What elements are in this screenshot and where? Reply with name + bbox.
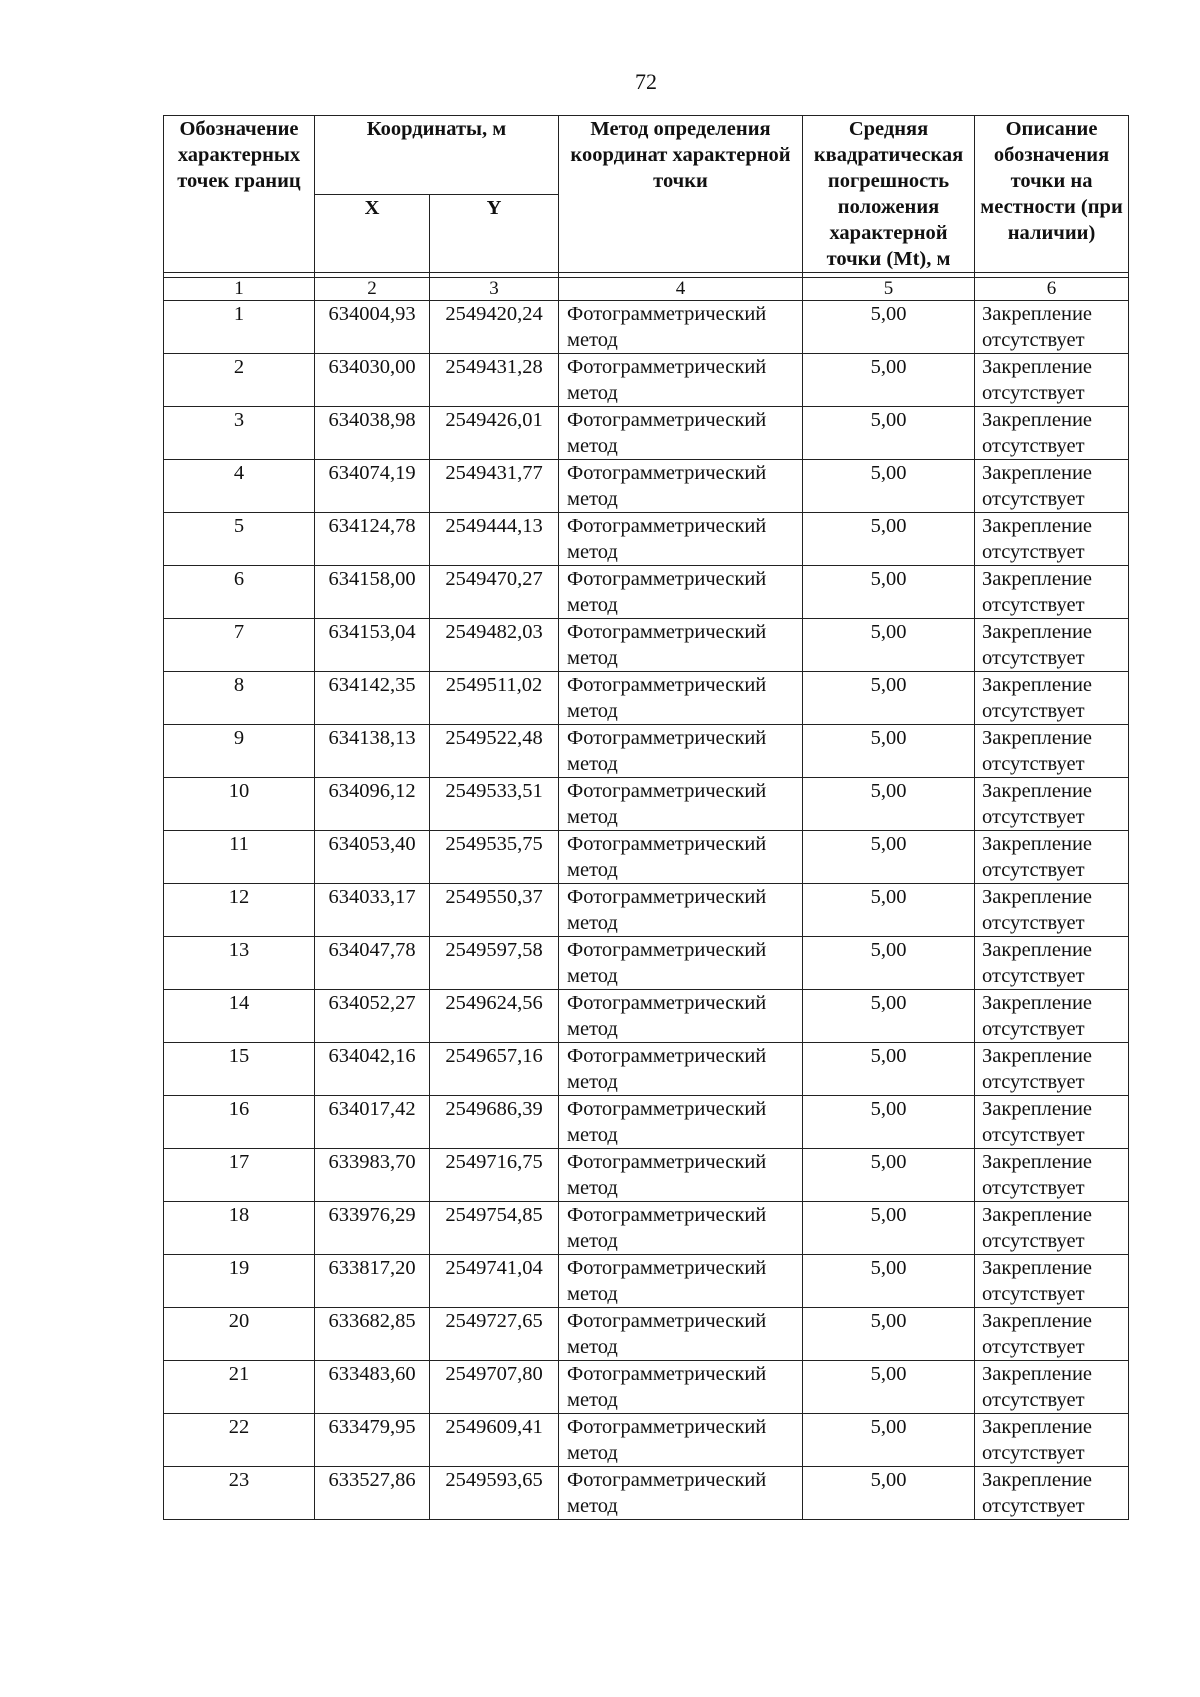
description-cell: Закрепление отсутствует bbox=[975, 513, 1129, 566]
point-number: 7 bbox=[164, 619, 315, 672]
mean-error-cell: 5,00 bbox=[803, 831, 975, 884]
method-cell: Фотограмметрический метод bbox=[559, 1361, 803, 1414]
point-number: 1 bbox=[164, 301, 315, 354]
description-cell: Закрепление отсутствует bbox=[975, 1043, 1129, 1096]
description-cell: Закрепление отсутствует bbox=[975, 778, 1129, 831]
header-y: Y bbox=[430, 194, 559, 273]
method-cell: Фотограмметрический метод bbox=[559, 778, 803, 831]
point-number: 13 bbox=[164, 937, 315, 990]
method-cell: Фотограмметрический метод bbox=[559, 566, 803, 619]
description-cell: Закрепление отсутствует bbox=[975, 1414, 1129, 1467]
point-number: 20 bbox=[164, 1308, 315, 1361]
coordinate-y: 2549533,51 bbox=[430, 778, 559, 831]
mean-error-cell: 5,00 bbox=[803, 1043, 975, 1096]
point-number: 16 bbox=[164, 1096, 315, 1149]
table-row bbox=[164, 884, 1129, 937]
description-cell: Закрепление отсутствует bbox=[975, 619, 1129, 672]
coordinate-x: 633483,60 bbox=[315, 1361, 430, 1414]
method-cell: Фотограмметрический метод bbox=[559, 1043, 803, 1096]
method-cell: Фотограмметрический метод bbox=[559, 990, 803, 1043]
point-number: 19 bbox=[164, 1255, 315, 1308]
method-cell: Фотограмметрический метод bbox=[559, 831, 803, 884]
table-row bbox=[164, 831, 1129, 884]
coordinate-y: 2549609,41 bbox=[430, 1414, 559, 1467]
coordinate-y: 2549597,58 bbox=[430, 937, 559, 990]
method-cell: Фотограмметрический метод bbox=[559, 937, 803, 990]
coordinate-x: 634004,93 bbox=[315, 301, 430, 354]
mean-error-cell: 5,00 bbox=[803, 1149, 975, 1202]
table-row bbox=[164, 937, 1129, 990]
page-number: 72 bbox=[635, 69, 657, 94]
coordinate-y: 2549550,37 bbox=[430, 884, 559, 937]
coordinate-x: 633983,70 bbox=[315, 1149, 430, 1202]
coordinate-x: 633527,86 bbox=[315, 1467, 430, 1520]
mean-error-cell: 5,00 bbox=[803, 937, 975, 990]
coordinate-x: 633976,29 bbox=[315, 1202, 430, 1255]
column-number: 3 bbox=[430, 278, 559, 301]
table-row bbox=[164, 1255, 1129, 1308]
description-cell: Закрепление отсутствует bbox=[975, 884, 1129, 937]
mean-error-cell: 5,00 bbox=[803, 725, 975, 778]
method-cell: Фотограмметрический метод bbox=[559, 1096, 803, 1149]
column-number: 5 bbox=[803, 278, 975, 301]
coordinate-y: 2549482,03 bbox=[430, 619, 559, 672]
coordinate-x: 634153,04 bbox=[315, 619, 430, 672]
column-number: 2 bbox=[315, 278, 430, 301]
method-cell: Фотограмметрический метод bbox=[559, 1255, 803, 1308]
description-cell: Закрепление отсутствует bbox=[975, 672, 1129, 725]
coordinate-x: 634042,16 bbox=[315, 1043, 430, 1096]
mean-error-cell: 5,00 bbox=[803, 566, 975, 619]
method-cell: Фотограмметрический метод bbox=[559, 1202, 803, 1255]
coordinate-x: 634074,19 bbox=[315, 460, 430, 513]
mean-error-cell: 5,00 bbox=[803, 1255, 975, 1308]
point-number: 22 bbox=[164, 1414, 315, 1467]
coordinate-y: 2549470,27 bbox=[430, 566, 559, 619]
coordinate-x: 634138,13 bbox=[315, 725, 430, 778]
mean-error-cell: 5,00 bbox=[803, 1414, 975, 1467]
description-cell: Закрепление отсутствует bbox=[975, 1255, 1129, 1308]
point-number: 17 bbox=[164, 1149, 315, 1202]
method-cell: Фотограмметрический метод bbox=[559, 407, 803, 460]
table-row bbox=[164, 1043, 1129, 1096]
method-cell: Фотограмметрический метод bbox=[559, 1308, 803, 1361]
header-method: Метод определения координат характерной точки bbox=[559, 116, 803, 273]
point-number: 12 bbox=[164, 884, 315, 937]
table-row bbox=[164, 1149, 1129, 1202]
point-number: 5 bbox=[164, 513, 315, 566]
method-cell: Фотограмметрический метод bbox=[559, 1414, 803, 1467]
description-cell: Закрепление отсутствует bbox=[975, 990, 1129, 1043]
method-cell: Фотограмметрический метод bbox=[559, 301, 803, 354]
coordinate-y: 2549426,01 bbox=[430, 407, 559, 460]
table-row bbox=[164, 778, 1129, 831]
coordinate-y: 2549716,75 bbox=[430, 1149, 559, 1202]
table-row bbox=[164, 1414, 1129, 1467]
coordinate-x: 634030,00 bbox=[315, 354, 430, 407]
coordinate-y: 2549686,39 bbox=[430, 1096, 559, 1149]
table-row bbox=[164, 619, 1129, 672]
point-number: 3 bbox=[164, 407, 315, 460]
method-cell: Фотограмметрический метод bbox=[559, 725, 803, 778]
mean-error-cell: 5,00 bbox=[803, 1308, 975, 1361]
column-number: 6 bbox=[975, 278, 1129, 301]
description-cell: Закрепление отсутствует bbox=[975, 407, 1129, 460]
table-row bbox=[164, 407, 1129, 460]
coordinate-x: 634052,27 bbox=[315, 990, 430, 1043]
mean-error-cell: 5,00 bbox=[803, 1202, 975, 1255]
table-body bbox=[164, 301, 1129, 1520]
mean-error-cell: 5,00 bbox=[803, 778, 975, 831]
table-row bbox=[164, 460, 1129, 513]
mean-error-cell: 5,00 bbox=[803, 301, 975, 354]
coordinate-x: 633682,85 bbox=[315, 1308, 430, 1361]
description-cell: Закрепление отсутствует bbox=[975, 1149, 1129, 1202]
column-number: 4 bbox=[559, 278, 803, 301]
description-cell: Закрепление отсутствует bbox=[975, 1467, 1129, 1520]
table-row bbox=[164, 725, 1129, 778]
coordinate-y: 2549593,65 bbox=[430, 1467, 559, 1520]
coordinate-y: 2549522,48 bbox=[430, 725, 559, 778]
coordinate-x: 634142,35 bbox=[315, 672, 430, 725]
header-x: X bbox=[315, 194, 430, 273]
description-cell: Закрепление отсутствует bbox=[975, 1202, 1129, 1255]
point-number: 14 bbox=[164, 990, 315, 1043]
coordinate-y: 2549535,75 bbox=[430, 831, 559, 884]
coordinate-y: 2549431,77 bbox=[430, 460, 559, 513]
coordinate-x: 634033,17 bbox=[315, 884, 430, 937]
description-cell: Закрепление отсутствует bbox=[975, 354, 1129, 407]
method-cell: Фотограмметрический метод bbox=[559, 672, 803, 725]
point-number: 21 bbox=[164, 1361, 315, 1414]
method-cell: Фотограмметрический метод bbox=[559, 619, 803, 672]
coordinate-x: 634096,12 bbox=[315, 778, 430, 831]
header-coordinates: Координаты, м bbox=[315, 116, 559, 195]
description-cell: Закрепление отсутствует bbox=[975, 301, 1129, 354]
coordinate-x: 634047,78 bbox=[315, 937, 430, 990]
mean-error-cell: 5,00 bbox=[803, 354, 975, 407]
table-row bbox=[164, 1096, 1129, 1149]
coordinate-y: 2549420,24 bbox=[430, 301, 559, 354]
table-row bbox=[164, 1308, 1129, 1361]
header-mean-error: Средняя квадратическая погрешность положения характерной точки (Mt), м bbox=[803, 116, 975, 273]
point-number: 4 bbox=[164, 460, 315, 513]
method-cell: Фотограмметрический метод bbox=[559, 1149, 803, 1202]
table-row bbox=[164, 1202, 1129, 1255]
mean-error-cell: 5,00 bbox=[803, 990, 975, 1043]
method-cell: Фотограмметрический метод bbox=[559, 513, 803, 566]
coordinate-x: 634158,00 bbox=[315, 566, 430, 619]
column-number: 1 bbox=[164, 278, 315, 301]
coordinate-x: 634038,98 bbox=[315, 407, 430, 460]
coordinate-y: 2549444,13 bbox=[430, 513, 559, 566]
mean-error-cell: 5,00 bbox=[803, 1096, 975, 1149]
coordinate-x: 634017,42 bbox=[315, 1096, 430, 1149]
coordinate-y: 2549431,28 bbox=[430, 354, 559, 407]
description-cell: Закрепление отсутствует bbox=[975, 460, 1129, 513]
method-cell: Фотограмметрический метод bbox=[559, 884, 803, 937]
coordinate-y: 2549727,65 bbox=[430, 1308, 559, 1361]
point-number: 6 bbox=[164, 566, 315, 619]
description-cell: Закрепление отсутствует bbox=[975, 937, 1129, 990]
table-row bbox=[164, 1361, 1129, 1414]
method-cell: Фотограмметрический метод bbox=[559, 1467, 803, 1520]
description-cell: Закрепление отсутствует bbox=[975, 1096, 1129, 1149]
table-row bbox=[164, 672, 1129, 725]
mean-error-cell: 5,00 bbox=[803, 407, 975, 460]
point-number: 10 bbox=[164, 778, 315, 831]
coordinate-y: 2549754,85 bbox=[430, 1202, 559, 1255]
mean-error-cell: 5,00 bbox=[803, 1361, 975, 1414]
coordinate-y: 2549707,80 bbox=[430, 1361, 559, 1414]
mean-error-cell: 5,00 bbox=[803, 884, 975, 937]
mean-error-cell: 5,00 bbox=[803, 619, 975, 672]
table-row bbox=[164, 990, 1129, 1043]
mean-error-cell: 5,00 bbox=[803, 1467, 975, 1520]
table-row bbox=[164, 1467, 1129, 1520]
table-row bbox=[164, 513, 1129, 566]
point-number: 15 bbox=[164, 1043, 315, 1096]
table-row bbox=[164, 566, 1129, 619]
mean-error-cell: 5,00 bbox=[803, 513, 975, 566]
table-row bbox=[164, 354, 1129, 407]
description-cell: Закрепление отсутствует bbox=[975, 831, 1129, 884]
coordinate-y: 2549741,04 bbox=[430, 1255, 559, 1308]
description-cell: Закрепление отсутствует bbox=[975, 1361, 1129, 1414]
coordinate-y: 2549657,16 bbox=[430, 1043, 559, 1096]
coordinate-x: 633817,20 bbox=[315, 1255, 430, 1308]
header-point-designation: Обозначение характерных точек границ bbox=[164, 116, 315, 273]
point-number: 18 bbox=[164, 1202, 315, 1255]
header-description: Описание обозначения точки на местности (при наличии) bbox=[975, 116, 1129, 273]
boundary-points-table bbox=[163, 115, 1129, 1520]
coordinate-y: 2549624,56 bbox=[430, 990, 559, 1043]
description-cell: Закрепление отсутствует bbox=[975, 725, 1129, 778]
mean-error-cell: 5,00 bbox=[803, 672, 975, 725]
mean-error-cell: 5,00 bbox=[803, 460, 975, 513]
point-number: 11 bbox=[164, 831, 315, 884]
method-cell: Фотограмметрический метод bbox=[559, 460, 803, 513]
table-row bbox=[164, 301, 1129, 354]
description-cell: Закрепление отсутствует bbox=[975, 1308, 1129, 1361]
point-number: 23 bbox=[164, 1467, 315, 1520]
point-number: 8 bbox=[164, 672, 315, 725]
coordinate-x: 633479,95 bbox=[315, 1414, 430, 1467]
point-number: 9 bbox=[164, 725, 315, 778]
coordinate-x: 634053,40 bbox=[315, 831, 430, 884]
method-cell: Фотограмметрический метод bbox=[559, 354, 803, 407]
coordinate-x: 634124,78 bbox=[315, 513, 430, 566]
point-number: 2 bbox=[164, 354, 315, 407]
coordinate-y: 2549511,02 bbox=[430, 672, 559, 725]
description-cell: Закрепление отсутствует bbox=[975, 566, 1129, 619]
